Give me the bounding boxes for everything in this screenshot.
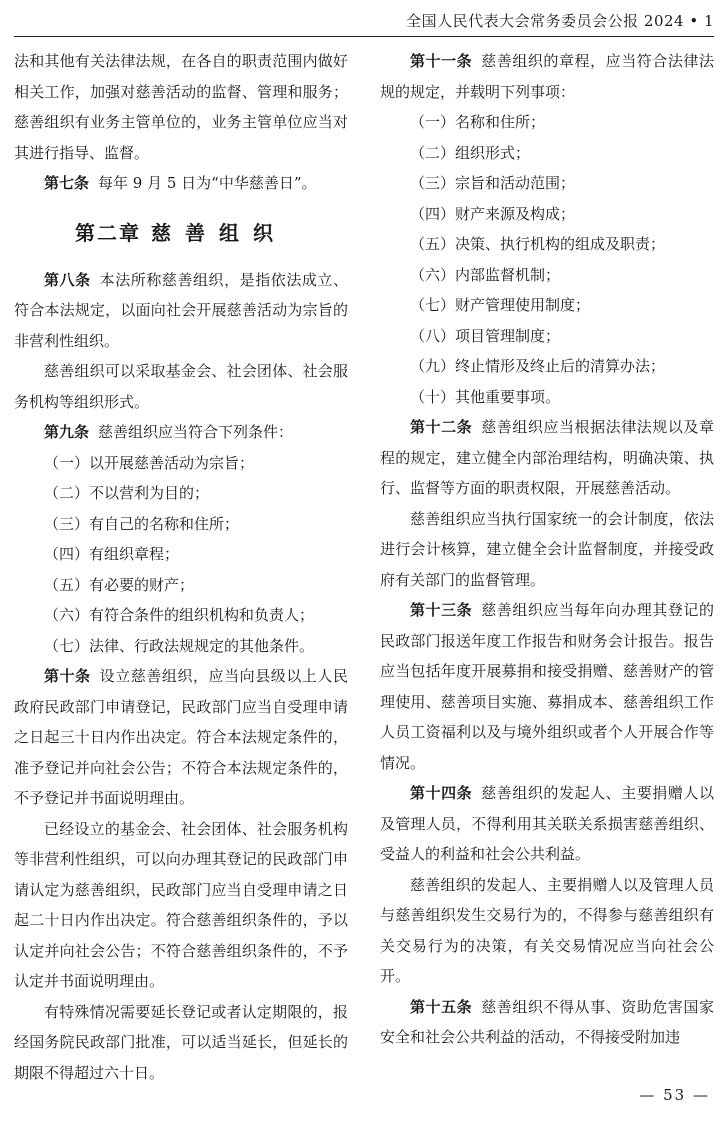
article-label: 第十三条 [410,601,473,619]
list-item: （二）不以营利为目的； [44,484,210,502]
article-8 [14,265,348,357]
article-text: 慈善组织应当根据法律法规以及章程的规定，建立健全内部治理结构，明确决策、执行、监督等方面的职责权限，开展慈善活动。 [380,418,714,497]
paragraph: 慈善组织应当执行国家统一的会计制度，依法进行会计核算，建立健全会计监督制度，并接受政府有关部门的监督管理。 [380,509,714,589]
article-label: 第九条 [44,423,90,441]
article-12 [380,412,714,504]
article-text: 慈善组织不得从事、资助危害国家安全和社会公共利益的活动，不得接受附加违 [380,997,714,1046]
publication-title: 全国人民代表大会常务委员会公报 2024 • 1 [406,12,714,30]
paragraph: 有特殊情况需要延长登记或者认定期限的，报经国务院民政部门批准，可以适当延长，但延长的期限不得超过六十日。 [14,1002,348,1082]
paragraph-continued: 法和其他有关法律法规，在各自的职责范围内做好相关工作，加强对慈善活动的监督、管理和服务；慈善组织有业务主管单位的，业务主管单位应当对其进行指导、监督。 [14,52,348,162]
article-text: 本法所称慈善组织，是指依法成立、符合本法规定，以面向社会开展慈善活动为宗旨的非营利性组织。 [14,270,348,350]
list-item: （一）名称和住所； [410,113,546,131]
list-item: （四）有组织章程； [44,545,180,563]
article-label: 第十二条 [410,418,473,436]
article-label: 第十四条 [410,784,473,802]
chapter-heading [14,211,348,255]
article-14 [380,778,714,870]
page-number: — 53 — [639,1086,710,1104]
article-text: 每年 9 月 5 日为“中华慈善日”。 [98,174,317,192]
left-column [14,46,348,1088]
list-item: （三）有自己的名称和住所； [44,514,240,533]
chapter-name: 慈善组织 [151,220,287,245]
article-label: 第十五条 [410,997,473,1016]
list-item: （七）财产管理使用制度； [410,296,591,314]
article-label: 第十条 [44,667,91,685]
article-7 [14,168,348,199]
article-text: 慈善组织的发起人、主要捐赠人以及管理人员，不得利用其关联关系损害慈善组织、受益人的利益和社会公共利益。 [380,784,714,863]
right-column [380,46,714,1053]
article-text: 慈善组织的章程，应当符合法律法规的规定，并载明下列事项： [380,52,714,101]
article-label: 第八条 [44,270,91,289]
list-item: （十）其他重要事项。 [410,387,561,406]
paragraph: 已经设立的基金会、社会团体、社会服务机构等非营利性组织，可以向办理其登记的民政部门申请认定为慈善组织，民政部门应当自受理申请之日起二十日内作出决定。符合慈善组织条件的，予以认定并向社会公告；不符合慈善组织条件的，不予认定并书面说明理由。 [14,819,348,990]
article-15 [380,992,714,1053]
article-13 [380,595,714,778]
article-10 [14,661,348,814]
list-item: （三）宗旨和活动范围； [410,174,576,192]
article-11 [380,46,714,107]
list-item: （五）决策、执行机构的组成及职责； [410,235,666,253]
list-item: （六）有符合条件的组织机构和负责人； [44,606,315,624]
list-item: （六）内部监督机制； [410,265,561,284]
list-item: （八）项目管理制度； [410,326,561,345]
page-header [0,0,728,38]
list-item: （四）财产来源及构成； [410,204,576,223]
paragraph: 慈善组织可以采取基金会、社会团体、社会服务机构等组织形式。 [14,362,348,411]
paragraph: 慈善组织的发起人、主要捐赠人以及管理人员与慈善组织发生交易行为的，不得参与慈善组织有关交易行为的决策，有关交易情况应当向社会公开。 [380,875,714,985]
article-label: 第七条 [44,174,90,192]
article-text: 慈善组织应当每年向办理其登记的民政部门报送年度工作报告和财务会计报告。报告应当包括年度开展募捐和接受捐赠、慈善财产的管理使用、慈善项目实施、募捐成本、慈善组织工作人员工资福利以及与境外组织或者个人开展合作等情况。 [380,601,714,772]
article-label: 第十一条 [410,52,473,70]
list-item: （二）组织形式； [410,143,531,162]
header-rule [14,36,714,37]
list-item: （九）终止情形及终止后的清算办法； [410,357,666,375]
article-text: 设立慈善组织，应当向县级以上人民政府民政部门申请登记，民政部门应当自受理申请之日起三十日内作出决定。符合本法规定条件的，准予登记并向社会公告；不符合本法规定条件的，不予登记并书面说明理由。 [14,667,348,807]
list-item: （七）法律、行政法规规定的其他条件。 [44,636,315,655]
article-9 [14,417,348,448]
article-text: 慈善组织应当符合下列条件： [98,423,294,441]
list-item: （五）有必要的财产； [44,575,195,594]
chapter-number: 第二章 [75,220,141,245]
list-item: （一）以开展慈善活动为宗旨； [44,453,255,472]
